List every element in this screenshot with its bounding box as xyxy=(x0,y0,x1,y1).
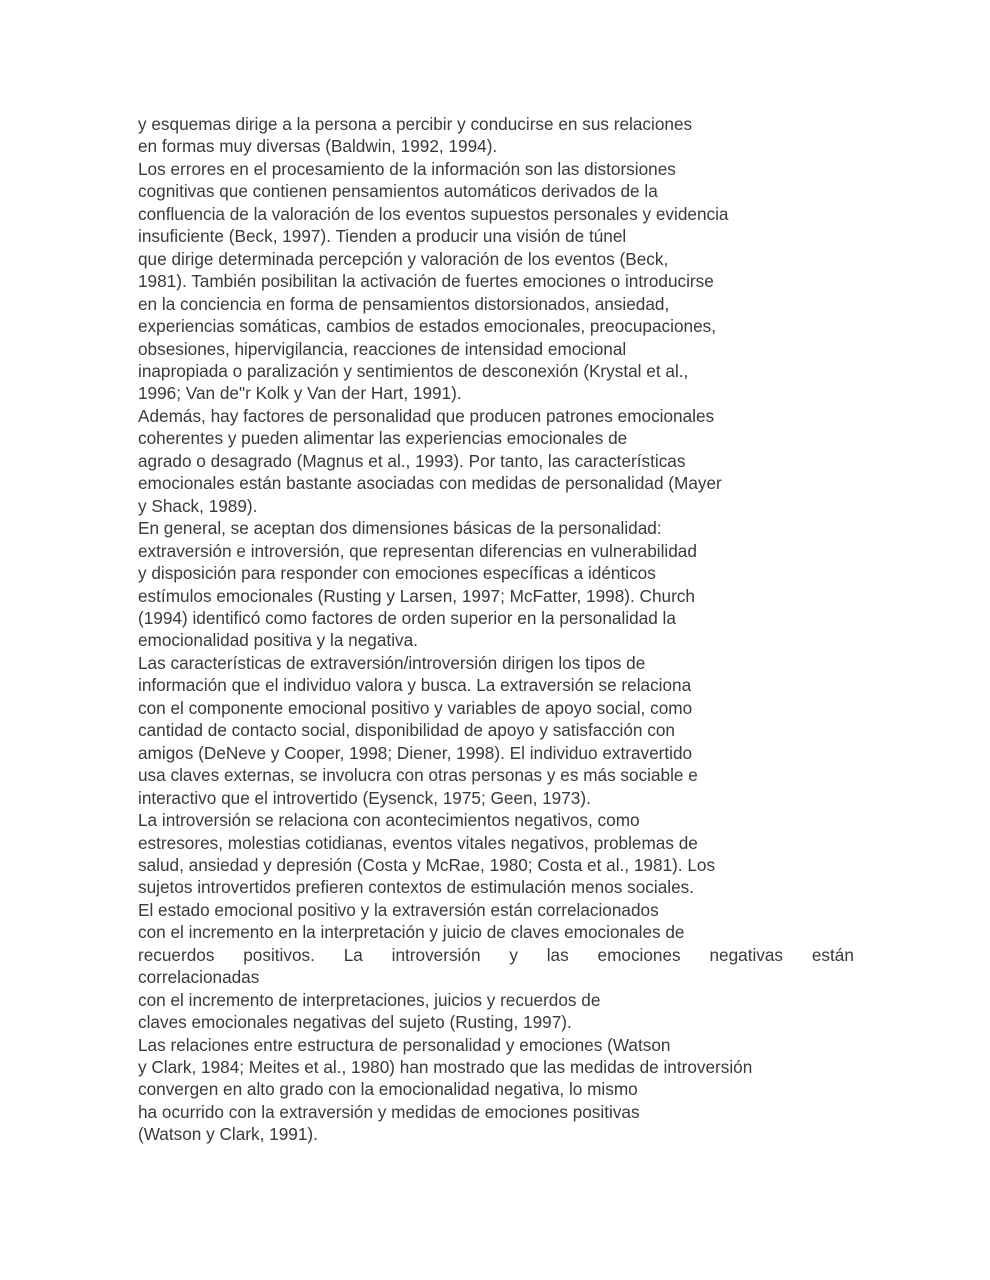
text-line: y Shack, 1989). xyxy=(138,495,258,516)
word: las xyxy=(546,944,569,965)
word: y xyxy=(509,944,518,965)
text-line: convergen en alto grado con la emocionalidad negativa, lo mismo xyxy=(138,1079,638,1100)
text-line: obsesiones, hipervigilancia, reacciones de intensidad emocional xyxy=(138,338,627,359)
word: positivos. xyxy=(243,944,315,965)
text-line: amigos (DeNeve y Cooper, 1998; Diener, 1998). El individuo extravertido xyxy=(138,742,693,763)
text-line: Los errores en el procesamiento de la información son las distorsiones xyxy=(138,158,676,179)
text-block-after xyxy=(138,966,854,1146)
text-line: (Watson y Clark, 1991). xyxy=(138,1124,318,1145)
text-line: en la conciencia en forma de pensamientos distorsionados, ansiedad, xyxy=(138,293,670,314)
text-line: Las relaciones entre estructura de personalidad y emociones (Watson xyxy=(138,1034,671,1055)
text-line: (1994) identificó como factores de orden superior en la personalidad la xyxy=(138,607,676,628)
word: recuerdos xyxy=(138,944,215,965)
text-line: extraversión e introversión, que representan diferencias en vulnerabilidad xyxy=(138,540,697,561)
text-line: Las características de extraversión/introversión dirigen los tipos de xyxy=(138,652,646,673)
text-line: y esquemas dirige a la persona a percibir y conducirse en sus relaciones xyxy=(138,114,693,134)
text-line: interactivo que el introvertido (Eysenck, 1975; Geen, 1973). xyxy=(138,787,591,808)
text-line: coherentes y pueden alimentar las experiencias emocionales de xyxy=(138,428,628,449)
word: negativas xyxy=(709,944,784,965)
word: introversión xyxy=(391,944,481,965)
text-line: confluencia de la valoración de los eventos supuestos personales y evidencia xyxy=(138,203,729,224)
text-line: El estado emocional positivo y la extraversión están correlacionados xyxy=(138,899,659,920)
text-line: con el incremento de interpretaciones, juicios y recuerdos de xyxy=(138,989,601,1010)
document-body xyxy=(138,113,854,1146)
text-line: emocionales están bastante asociadas con medidas de personalidad (Mayer xyxy=(138,473,722,494)
text-line: emocionalidad positiva y la negativa. xyxy=(138,630,418,651)
text-line: correlacionadas xyxy=(138,967,260,988)
text-line: cantidad de contacto social, disponibilidad de apoyo y satisfacción con xyxy=(138,720,675,741)
text-line: y Clark, 1984; Meites et al., 1980) han mostrado que las medidas de introversión xyxy=(138,1057,753,1078)
word: La xyxy=(343,944,363,965)
text-line: Además, hay factores de personalidad que producen patrones emocionales xyxy=(138,405,715,426)
text-line: sujetos introvertidos prefieren contextos de estimulación menos sociales. xyxy=(138,877,695,898)
text-line: ha ocurrido con la extraversión y medidas de emociones positivas xyxy=(138,1101,640,1122)
text-line: experiencias somáticas, cambios de estados emocionales, preocupaciones, xyxy=(138,316,717,337)
text-line: con el incremento en la interpretación y juicio de claves emocionales de xyxy=(138,922,685,943)
text-line: información que el individuo valora y busca. La extraversión se relaciona xyxy=(138,675,692,696)
justified-text-line xyxy=(138,944,854,966)
text-line: con el componente emocional positivo y variables de apoyo social, como xyxy=(138,697,693,718)
word: emociones xyxy=(597,944,681,965)
text-line: insuficiente (Beck, 1997). Tienden a producir una visión de túnel xyxy=(138,226,627,247)
text-line: usa claves externas, se involucra con otras personas y es más sociable e xyxy=(138,765,698,786)
text-line: 1996; Van de"r Kolk y Van der Hart, 1991). xyxy=(138,383,462,404)
text-line: estímulos emocionales (Rusting y Larsen, 1997; McFatter, 1998). Church xyxy=(138,585,695,606)
text-line: en formas muy diversas (Baldwin, 1992, 1994). xyxy=(138,136,498,157)
text-block-before xyxy=(138,113,854,944)
text-line: salud, ansiedad y depresión (Costa y McRae, 1980; Costa et al., 1981). Los xyxy=(138,854,716,875)
text-line: agrado o desagrado (Magnus et al., 1993). Por tanto, las características xyxy=(138,450,686,471)
text-line: estresores, molestias cotidianas, eventos vitales negativos, problemas de xyxy=(138,832,698,853)
word: están xyxy=(811,944,854,965)
text-line: que dirige determinada percepción y valoración de los eventos (Beck, xyxy=(138,248,669,269)
text-line: claves emocionales negativas del sujeto (Rusting, 1997). xyxy=(138,1012,572,1033)
text-line: La introversión se relaciona con acontecimientos negativos, como xyxy=(138,810,640,831)
text-line: En general, se aceptan dos dimensiones básicas de la personalidad: xyxy=(138,518,662,539)
text-line: inapropiada o paralización y sentimientos de desconexión (Krystal et al., xyxy=(138,360,689,381)
text-line: 1981). También posibilitan la activación de fuertes emociones o introducirse xyxy=(138,271,714,292)
text-line: cognitivas que contienen pensamientos automáticos derivados de la xyxy=(138,181,658,202)
text-line: y disposición para responder con emociones específicas a idénticos xyxy=(138,563,656,584)
